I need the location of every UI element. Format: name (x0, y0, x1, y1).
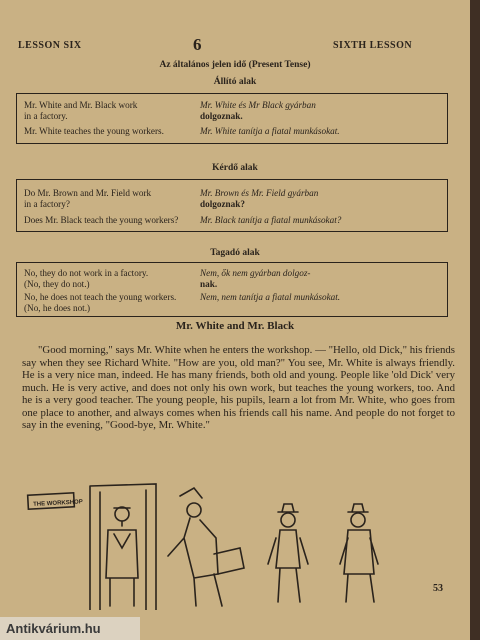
section-title-question: Kérdő alak (212, 163, 258, 173)
worker-figure (115, 507, 129, 521)
example-box-affirmative (16, 93, 448, 144)
example-hu: Mr. White és Mr Black gyárban (200, 100, 316, 110)
example-hu: Mr. Brown és Mr. Field gyárban (200, 188, 319, 198)
watermark: Antikvárium.hu (0, 617, 140, 640)
page-number: 53 (433, 583, 443, 594)
example-en: (No, they do not.) (24, 279, 90, 289)
example-hu: nak. (200, 279, 218, 289)
example-hu: Mr. Black tanítja a fiatal munkásokat? (200, 215, 342, 225)
grammar-subtitle: Az általános jelen idő (Present Tense) (159, 60, 311, 70)
header-right: SIXTH LESSON (333, 40, 413, 51)
example-box-question (16, 179, 448, 232)
sign-text: THE WORKSHOP (33, 499, 83, 508)
worker-figure (187, 503, 201, 517)
header-left: LESSON SIX (18, 40, 82, 51)
story-title: Mr. White and Mr. Black (175, 320, 295, 332)
example-hu: dolgoznak. (200, 111, 243, 121)
story-text: "Good morning," says Mr. White when he enters the workshop. — "Hello, old Dick," his friends say when they see Richard White. "How are you, old man?" You see, Mr. White is always friendly. He is a very nice man, indeed. He has many friends, both old and young. People like 'old Dick' very much. He is very active, and does not only his own work, but teaches the young workers, too. And he is a very good teacher. The young people, his pupils, learn a lot from Mr. White, who goes from one place to another, and always comes when his friends call his name. And people do not forget to say in the evening, "Good-bye, Mr. White." (22, 344, 455, 431)
example-hu: Nem, nem tanítja a fiatal munkásokat. (200, 292, 341, 302)
example-en: Do Mr. Brown and Mr. Field work (24, 188, 152, 198)
example-en: No, they do not work in a factory. (24, 268, 149, 278)
example-en: Mr. White teaches the young workers. (24, 126, 164, 136)
section-title-affirmative: Állító alak (213, 77, 257, 87)
example-en: No, he does not teach the young workers. (24, 292, 177, 302)
example-en: (No, he does not.) (24, 303, 91, 313)
example-en: in a factory? (24, 199, 70, 209)
example-en: Mr. White and Mr. Black work (24, 100, 138, 110)
example-box-negative (16, 262, 448, 317)
example-en: Does Mr. Black teach the young workers? (24, 215, 179, 225)
example-hu: Mr. White tanítja a fiatal munkásokat. (200, 126, 340, 136)
workshop-illustration (18, 478, 458, 610)
example-en: in a factory. (24, 111, 68, 121)
worker-figure (281, 513, 295, 527)
example-hu: Nem, ők nem gyárban dolgoz- (200, 268, 311, 278)
example-hu: dolgoznak? (200, 199, 245, 209)
worker-figure (351, 513, 365, 527)
section-title-negative: Tagadó alak (210, 248, 260, 258)
book-spine-edge (470, 0, 480, 640)
story-paragraph (22, 344, 455, 432)
lesson-number: 6 (193, 35, 202, 54)
